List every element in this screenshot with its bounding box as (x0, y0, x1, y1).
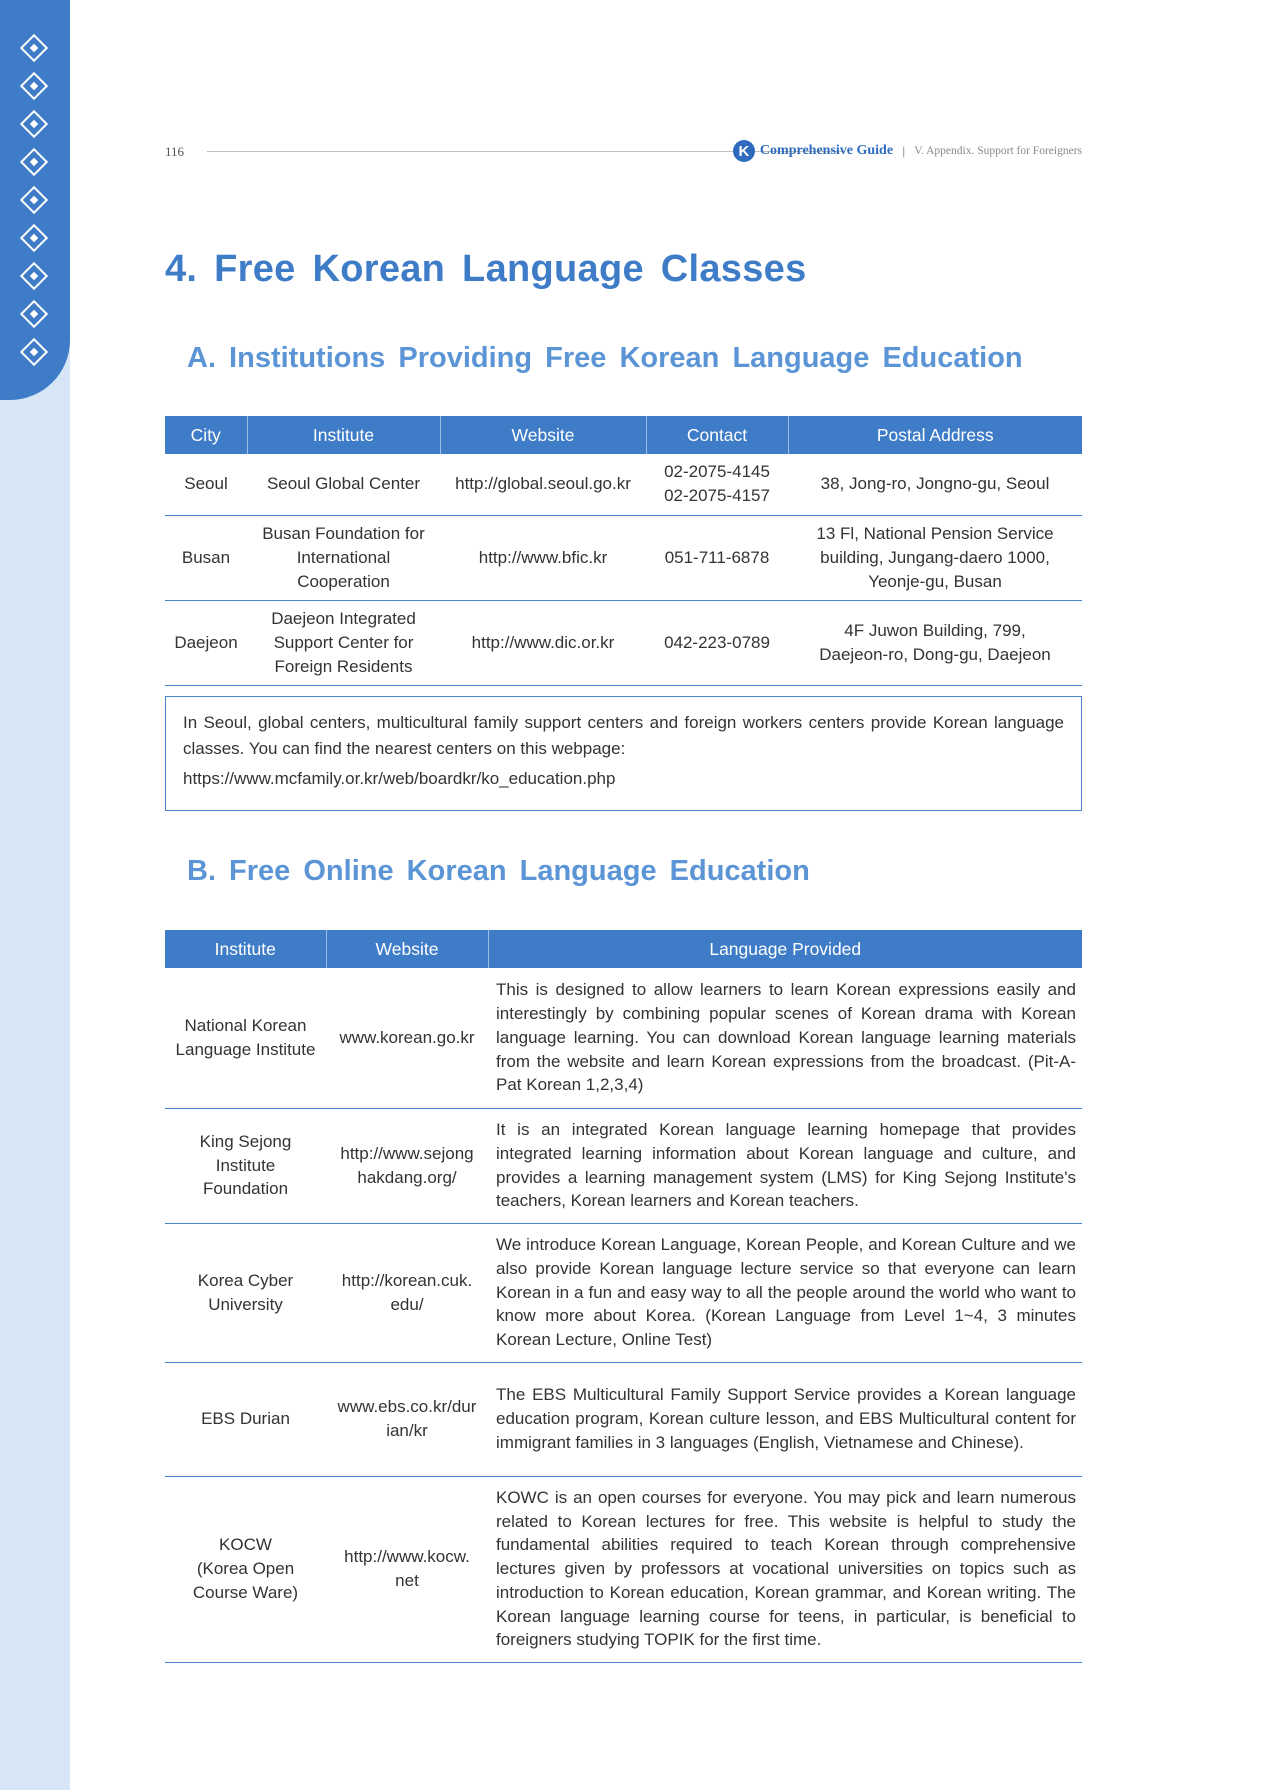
institute-cell (165, 968, 326, 1108)
cell-line: Language Institute (175, 1039, 316, 1059)
institute-cell (165, 1362, 326, 1476)
header-guide (733, 140, 1082, 162)
contact-cell (646, 454, 788, 515)
cell-line: www.ebs.co.kr/dur (337, 1397, 477, 1417)
website-link[interactable]: http://global.seoul.go.kr (440, 454, 646, 515)
cell-line: http://www.kocw. (344, 1547, 470, 1567)
website-link[interactable] (326, 1223, 488, 1362)
cell-line: 38, Jong-ro, Jongno-gu, Seoul (820, 474, 1050, 494)
ornament-icon (20, 300, 48, 328)
note-text: In Seoul, global centers, multicultural family support centers and foreign workers centers provide Korean language classes. You can find the nearest centers on this webpage: (183, 713, 1064, 758)
column-header: Website (440, 416, 646, 454)
cell-line: 051-711-6878 (664, 547, 770, 567)
table-row (165, 1362, 1082, 1476)
cell-line: Cooperation (297, 571, 390, 591)
address-cell (788, 600, 1082, 685)
cell-line: building, Jungang-daero 1000, (820, 547, 1050, 567)
header-section: V. Appendix. Support for Foreigners (914, 145, 1082, 157)
cell-line: Institute (215, 1155, 276, 1175)
cell-line: http://korean.cuk. (341, 1270, 473, 1290)
table-row (165, 515, 1082, 600)
section-b-heading: B. Free Online Korean Language Education (187, 855, 810, 887)
cell-line: 02-2075-4157 (664, 486, 770, 506)
ornament-icon (20, 262, 48, 290)
guide-logo-icon: K (733, 140, 755, 162)
ornament-icon (20, 34, 48, 62)
table-row (165, 1476, 1082, 1662)
table-row (165, 600, 1082, 685)
cell-line: EBS Durian (201, 1409, 290, 1429)
column-header: Institute (247, 416, 440, 454)
cell-line: Daejeon Integrated (271, 608, 416, 628)
ornament-icon (20, 186, 48, 214)
address-cell (788, 454, 1082, 515)
section-a-heading: A. Institutions Providing Free Korean Language Education (187, 342, 1023, 374)
description-cell: We introduce Korean Language, Korean People, and Korean Culture and we also provide Korean language lecture service so that everyone can learn Korean in a fun and easy way to all the people around the world who want to know more about Korea. (Korean Language from Level 1~4, 3 minutes Korean Lecture, Online Test) (488, 1223, 1082, 1362)
website-link[interactable]: http://www.bfic.kr (440, 515, 646, 600)
ornament-icon (20, 338, 48, 366)
table-row (165, 1223, 1082, 1362)
online-education-table (165, 930, 1082, 1663)
table-header-row (165, 416, 1082, 454)
cell-line: net (395, 1571, 419, 1590)
table-row (165, 1108, 1082, 1223)
cell-line: Support Center for (273, 632, 414, 652)
ornament-icon (20, 110, 48, 138)
cell-line: 042-223-0789 (664, 632, 770, 652)
contact-cell (646, 515, 788, 600)
cell-line: 02-2075-4145 (664, 462, 770, 482)
cell-line: National Korean (184, 1016, 307, 1036)
cell-line: 4F Juwon Building, 799, (844, 620, 1026, 640)
contact-cell (646, 600, 788, 685)
institute-cell (247, 515, 440, 600)
page-number: 116 (165, 144, 185, 159)
institute-cell (247, 454, 440, 515)
column-header: Postal Address (788, 416, 1082, 454)
page-header (165, 140, 1082, 162)
ornament-icon (20, 148, 48, 176)
column-header: Institute (165, 930, 326, 968)
institute-cell (165, 1223, 326, 1362)
column-header: Contact (646, 416, 788, 454)
description-cell: This is designed to allow learners to learn Korean expressions easily and interestingly by combining popular scenes of Korean drama with Korean language learning. You can download Korean language learning materials from the website and learn Korean expressions from the broadcast. (Pit-A-Pat Korean 1,2,3,4) (488, 968, 1082, 1108)
cell-line: International (296, 547, 391, 567)
cell-line: University (208, 1294, 283, 1314)
side-ornament-tab (0, 0, 70, 400)
website-link[interactable] (326, 1362, 488, 1476)
ornament-icon (20, 72, 48, 100)
column-header: Website (326, 930, 488, 968)
cell-line: http://www.sejong (340, 1143, 474, 1163)
cell-line: Foundation (202, 1179, 289, 1199)
cell-line: Korea Cyber (197, 1270, 294, 1290)
website-link[interactable]: http://www.dic.or.kr (440, 600, 646, 685)
cell-line: Foreign Residents (274, 656, 413, 676)
table-row (165, 454, 1082, 515)
cell-line: edu/ (390, 1294, 424, 1314)
cell-line: King Sejong (199, 1131, 292, 1151)
cell-line: hakdang.org/ (357, 1167, 457, 1187)
description-cell: KOWC is an open courses for everyone. You may pick and learn numerous related to Korean lectures for free. This website is helpful to study the fundamental abilities required to teach Korean through comprehensive lectures given by professors at vocational universities on topics such as introduction to Korean education, Korean grammar, and Korean writing. The Korean language learning course for teens, in particular, is beneficial to foreigners studying TOPIK for the first time. (488, 1476, 1082, 1662)
cell-line: ian/kr (386, 1421, 428, 1440)
institute-cell (165, 1108, 326, 1223)
page-title: 4. Free Korean Language Classes (165, 248, 807, 290)
column-header: City (165, 416, 247, 454)
note-box (165, 696, 1082, 811)
cell-line: Course Ware) (192, 1582, 299, 1602)
website-link[interactable] (326, 968, 488, 1108)
address-cell (788, 515, 1082, 600)
cell-line: 13 Fl, National Pension Service (816, 523, 1054, 543)
institute-cell (165, 1476, 326, 1662)
table-header-row (165, 930, 1082, 968)
note-url-link[interactable]: https://www.mcfamily.or.kr/web/boardkr/ko_education.php (183, 769, 616, 788)
city-cell: Daejeon (165, 600, 247, 685)
website-link[interactable] (326, 1108, 488, 1223)
cell-line: Seoul Global Center (266, 474, 421, 494)
cell-line: Daejeon-ro, Dong-gu, Daejeon (819, 644, 1051, 664)
cell-line: www.korean.go.kr (339, 1027, 475, 1047)
institutions-table (165, 416, 1082, 686)
website-link[interactable] (326, 1476, 488, 1662)
cell-line: (Korea Open (196, 1559, 295, 1579)
cell-line: Yeonje-gu, Busan (868, 571, 1002, 591)
description-cell: It is an integrated Korean language learning homepage that provides integrated learning information about Korean language and culture, and provides a learning management system (LMS) for King Sejong Institute's teachers, Korean learners and Korean teachers. (488, 1108, 1082, 1223)
header-separator: | (902, 144, 906, 158)
cell-line: Busan Foundation for (262, 523, 425, 543)
table-row (165, 968, 1082, 1108)
column-header: Language Provided (488, 930, 1082, 968)
institute-cell (247, 600, 440, 685)
guide-title: Comprehensive Guide (759, 143, 894, 158)
description-cell: The EBS Multicultural Family Support Service provides a Korean language education program, Korean culture lesson, and EBS Multicultural content for immigrant families in 3 languages (English, Vietnamese and Chinese). (488, 1362, 1082, 1476)
cell-line: KOCW (219, 1535, 272, 1555)
city-cell: Seoul (165, 454, 247, 515)
ornament-icon (20, 224, 48, 252)
city-cell: Busan (165, 515, 247, 600)
